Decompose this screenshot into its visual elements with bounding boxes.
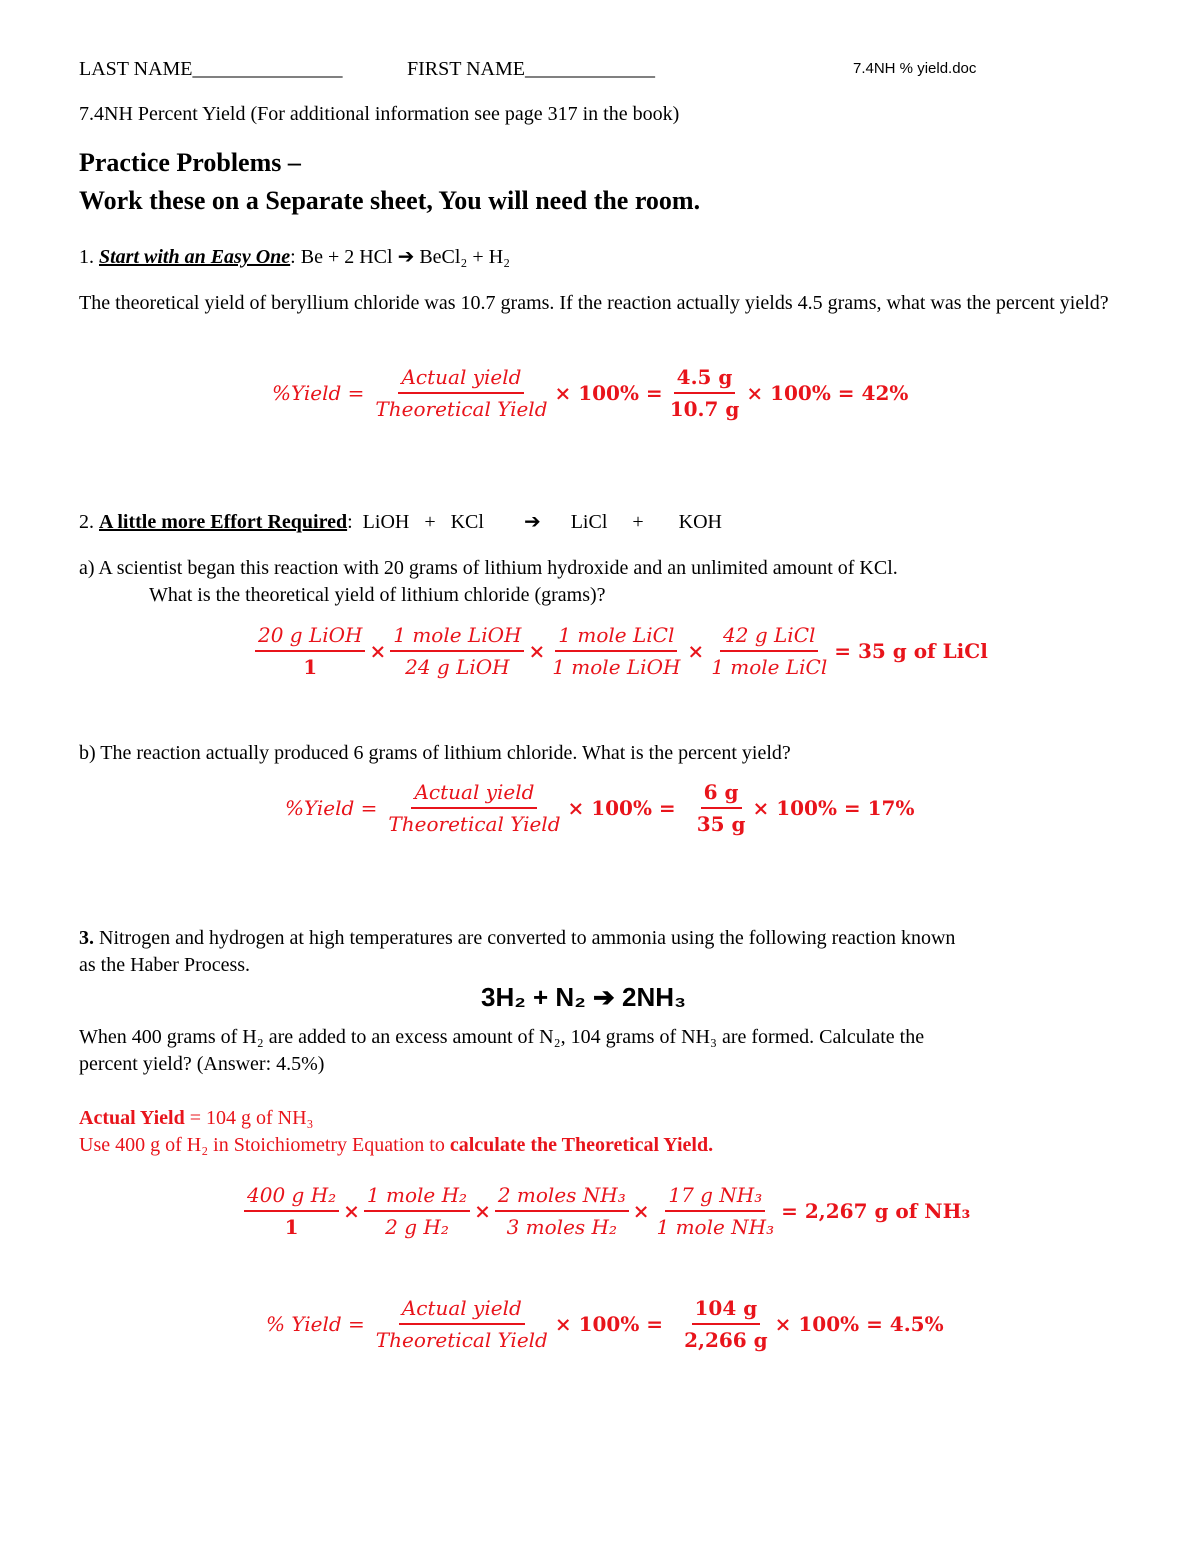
p3-f4n: 17 g NH₃: [665, 1183, 765, 1212]
p2a-f2n: 1 mole LiOH: [390, 623, 524, 652]
problem1-equation: : Be + 2 HCl ➔ BeCl₂ + H₂: [290, 246, 511, 268]
p3-fraction-4: [654, 1183, 778, 1239]
problem2a-solution: [255, 623, 992, 679]
first-name-field: FIRST NAME_____________: [407, 58, 655, 80]
p3-num1: Actual yield: [399, 1296, 525, 1325]
page-title-line1: Practice Problems –: [79, 148, 301, 177]
p2a-fraction-3: [549, 623, 683, 679]
p2a-times-3: ×: [687, 639, 705, 663]
p2b-den1: Theoretical Yield: [388, 812, 561, 836]
problem1-text: The theoretical yield of beryllium chloride was 10.7 grams. If the reaction actually yields 4.5 grams, what was the percent yield?: [79, 292, 1109, 314]
p1-den1: Theoretical Yield: [375, 397, 548, 421]
p1-fraction-1: [372, 365, 550, 421]
p2a-fraction-2: [390, 623, 524, 679]
problem2b-text: b) The reaction actually produced 6 grams of lithium chloride. What is the percent yield?: [79, 742, 791, 764]
p2b-fraction-1: [385, 780, 563, 836]
p3-f2d: 2 g H₂: [385, 1215, 449, 1239]
problem3-text2: as the Haber Process.: [79, 954, 251, 976]
p3-yield-fraction-2: [681, 1296, 771, 1352]
p1-den2: 10.7 g: [669, 397, 740, 421]
p3-fraction-2: [364, 1183, 470, 1239]
problem2b-solution: [285, 780, 918, 836]
problem1-number: 1.: [79, 246, 94, 268]
p3-f1d: 1: [284, 1215, 299, 1239]
page-title-line2: Work these on a Separate sheet, You will need the room.: [79, 186, 701, 215]
problem1-solution: [272, 365, 912, 421]
p2a-times-2: ×: [528, 639, 546, 663]
p3-f3d: 3 moles H₂: [506, 1215, 617, 1239]
p2a-fraction-1: [255, 623, 365, 679]
problem3-text1-body: Nitrogen and hydrogen at high temperatures are converted to ammonia using the following reaction known: [99, 927, 956, 949]
p3-den2: 2,266 g: [684, 1328, 768, 1352]
problem1-label: Start with an Easy One: [99, 246, 291, 268]
problem1-heading: [79, 244, 510, 270]
actual-yield-label: Actual Yield: [79, 1107, 185, 1129]
use-stoich-text: Use 400 g of H₂ in Stoichiometry Equation to: [79, 1134, 450, 1156]
p2a-f4d: 1 mole LiCl: [711, 655, 828, 679]
p3-yield-fraction-1: [373, 1296, 551, 1352]
p1-lhs: %Yield =: [272, 381, 365, 405]
p3-fraction-1: [244, 1183, 339, 1239]
p3-result: × 100% = 4.5%: [774, 1312, 944, 1336]
p3-times1: × 100% =: [554, 1312, 664, 1336]
p2a-f2d: 24 g LiOH: [405, 655, 510, 679]
problem2a-text2: What is the theoretical yield of lithium chloride (grams)?: [149, 584, 606, 606]
problem2-number: 2.: [79, 511, 94, 533]
p2a-result: = 35 g of LiCl: [834, 639, 988, 663]
p2a-f1d: 1: [303, 655, 318, 679]
problem3-number: 3.: [79, 927, 94, 949]
file-name: 7.4NH % yield.doc: [853, 60, 977, 77]
p3-times-3: ×: [632, 1199, 650, 1223]
p2b-den2: 35 g: [696, 812, 746, 836]
haber-equation: 3H₂ + N₂ ➔ 2NH₃: [481, 982, 687, 1012]
p1-num2: 4.5 g: [674, 365, 736, 394]
p2b-num1: Actual yield: [411, 780, 537, 809]
problem3-solution: [266, 1296, 948, 1352]
problem3-text4: percent yield? (Answer: 4.5%): [79, 1053, 325, 1075]
p3-stoich-result: = 2,267 g of NH₃: [781, 1199, 971, 1223]
p2a-times-1: ×: [369, 639, 387, 663]
actual-yield-line: [79, 1105, 314, 1131]
p1-fraction-2: [667, 365, 743, 421]
p1-times1: × 100% =: [554, 381, 663, 405]
p2b-fraction-2: [694, 780, 749, 836]
p3-fraction-3: [495, 1183, 629, 1239]
p2b-result: × 100% = 17%: [752, 796, 915, 820]
p2a-f1n: 20 g LiOH: [255, 623, 365, 652]
problem2-equation: : LiOH + KCl ➔ LiCl + KOH: [347, 511, 722, 533]
p3-f3n: 2 moles NH₃: [495, 1183, 629, 1212]
p3-f1n: 400 g H₂: [244, 1183, 339, 1212]
p1-num1: Actual yield: [398, 365, 524, 394]
p3-times-2: ×: [474, 1199, 491, 1223]
last-name-field: LAST NAME_______________: [79, 58, 343, 80]
problem3-stoich: [244, 1183, 974, 1239]
p3-lhs: % Yield =: [266, 1312, 365, 1336]
use-stoich-line: [79, 1132, 713, 1158]
p2b-num2: 6 g: [701, 780, 742, 809]
p3-f4d: 1 mole NH₃: [656, 1215, 775, 1239]
p2b-times1: × 100% =: [567, 796, 676, 820]
p2a-f3n: 1 mole LiCl: [555, 623, 677, 652]
p2a-f4n: 42 g LiCl: [720, 623, 818, 652]
p3-num2: 104 g: [692, 1296, 761, 1325]
p1-result: × 100% = 42%: [746, 381, 909, 405]
problem3-text1: [79, 925, 955, 951]
problem2-label: A little more Effort Required: [99, 511, 348, 533]
problem3-text3: When 400 grams of H₂ are added to an excess amount of N₂, 104 grams of NH₃ are formed. Calculate the: [79, 1026, 925, 1048]
p3-den1: Theoretical Yield: [375, 1328, 548, 1352]
p2a-f3d: 1 mole LiOH: [552, 655, 681, 679]
p3-times-1: ×: [343, 1199, 360, 1223]
problem2-heading: [79, 509, 722, 535]
p3-f2n: 1 mole H₂: [364, 1183, 470, 1212]
use-stoich-bold: calculate the Theoretical Yield.: [449, 1134, 714, 1156]
problem2a-text: a) A scientist began this reaction with 20 grams of lithium hydroxide and an unlimited amount of KCl.: [79, 557, 898, 579]
actual-yield-value: = 104 g of NH₃: [184, 1107, 314, 1129]
p2b-lhs: %Yield =: [285, 796, 378, 820]
p2a-fraction-4: [708, 623, 830, 679]
subtitle: 7.4NH Percent Yield (For additional information see page 317 in the book): [79, 103, 680, 125]
